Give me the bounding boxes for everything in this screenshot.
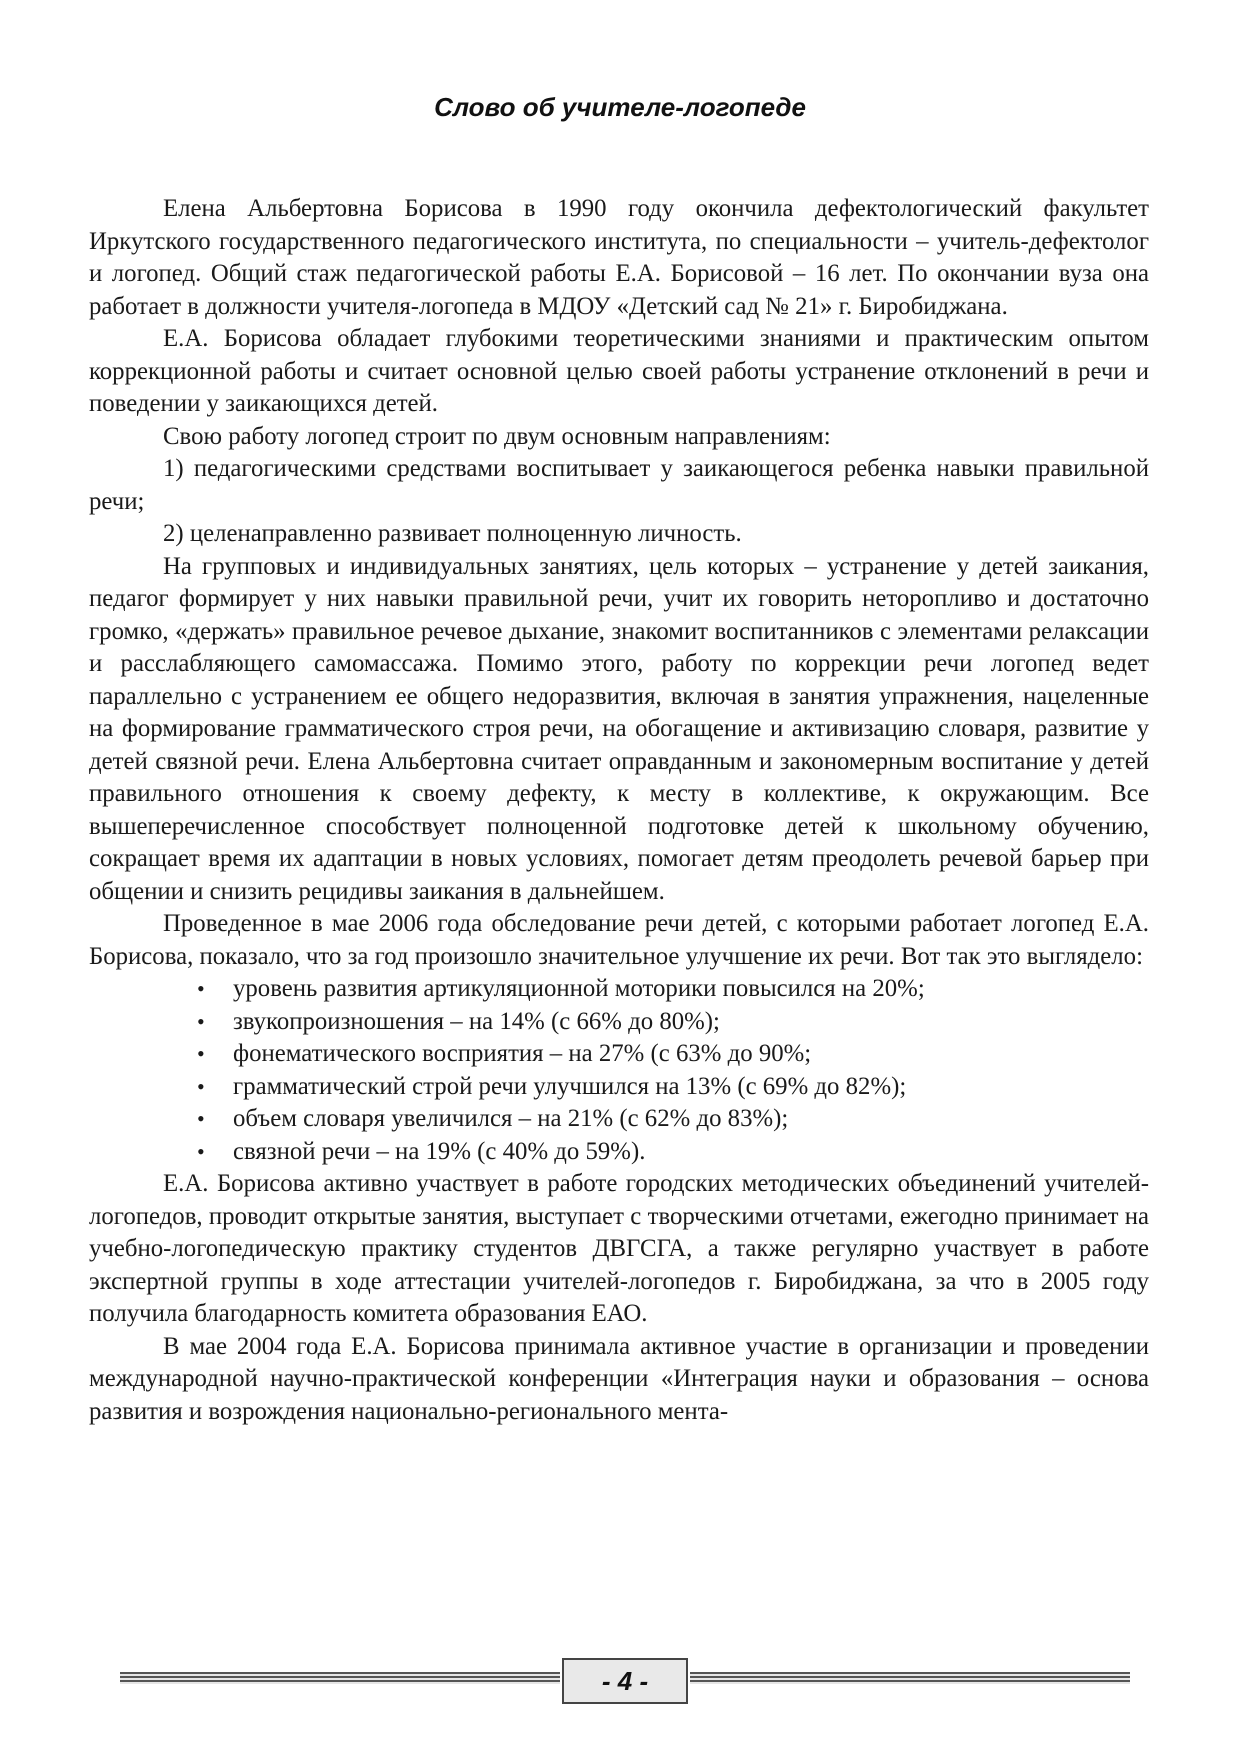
paragraph: В мае 2004 года Е.А. Борисова принимала активное участие в организации и проведении международной научно-практической конференции «Интеграция науки и образования – основа развития и возрождения национально-регионального мента-	[89, 1332, 1149, 1425]
list-item	[197, 1136, 1149, 1169]
page-title: Слово об учителе-логопеде	[434, 92, 806, 122]
paragraph: Е.А. Борисова обладает глубокими теоретическими знаниями и практическим опытом коррекционной работы и считает основной целью своей работы устранение отклонений в речи и поведении у заикающихся детей.	[89, 325, 1149, 417]
bullet-icon: •	[197, 1008, 205, 1034]
paragraph: Проведенное в мае 2006 года обследование речи детей, с которыми работает логопед Е.А. Борисова, показало, что за год произошло значительное улучшение их речи. Вот так это выглядело:	[89, 910, 1149, 970]
results-list	[89, 973, 1149, 1168]
page-number-box	[562, 1658, 688, 1704]
list-item-text: объем словаря увеличился – на 21% (с 62% до 83%);	[233, 1105, 789, 1132]
list-item-text: грамматический строй речи улучшился на 13% (с 69% до 82%);	[233, 1072, 907, 1100]
footer-rule-right	[690, 1672, 1130, 1684]
page-number: - 4 -	[601, 1665, 649, 1696]
list-item	[197, 1071, 1149, 1104]
paragraph: Елена Альбертовна Борисова в 1990 году окончила дефектологический факультет Иркутского государственного педагогического института, по специальности – учитель-дефектолог и логопед. Общий стаж педагогической работы Е.А. Борисовой – 16 лет. По окончании вуза она работает в должности учителя-логопеда в МДОУ «Детский сад № 21» г. Биробиджана.	[89, 195, 1149, 320]
bullet-icon: •	[197, 1041, 205, 1066]
paragraph: Свою работу логопед строит по двум основным направлениям:	[163, 422, 831, 450]
article-body	[89, 193, 1149, 1428]
paragraph: 1) педагогическими средствами воспитывает у заикающегося ребенка навыки правильной речи;	[89, 455, 1149, 515]
list-item	[197, 1103, 1149, 1136]
bullet-icon: •	[197, 1106, 205, 1131]
footer-rule-left	[120, 1672, 560, 1684]
bullet-icon: •	[197, 1138, 205, 1164]
list-item-text: уровень развития артикуляционной моторики повысился на 20%;	[233, 975, 925, 1002]
list-item-text: фонематического восприятия – на 27% (с 63% до 90%;	[233, 1040, 812, 1067]
list-item	[197, 973, 1149, 1006]
paragraph: На групповых и индивидуальных занятиях, цель которых – устранение у детей заикания, педагог формирует у них навыки правильной речи, учит их говорить неторопливо и достаточно громко, «держать» правильное речевое дыхание, знакомит воспитанников с элементами релаксации и расслабляющего самомассажа. Помимо этого, работу по коррекции речи логопед ведет параллельно с устранением ее общего недоразвития, включая в занятия упражнения, нацеленные на формирование грамматического строя речи, на обогащение и активизацию словаря, развитие у детей связной речи. Елена Альбертовна считает оправданным и закономерным воспитание у детей правильного отношения к своему дефекту, к месту в коллективе, к окружающим. Все вышеперечисленное способствует полноценной подготовке детей к школьному обучению, сокращает время их адаптации в новых условиях, помогает детям преодолеть речевой барьер при общении и снизить рецидивы заикания в дальнейшем.	[89, 552, 1149, 905]
list-item	[197, 1006, 1149, 1039]
list-item-text: звукопроизношения – на 14% (с 66% до 80%);	[233, 1007, 720, 1035]
bullet-icon: •	[197, 1073, 205, 1099]
page-footer	[120, 1658, 1130, 1708]
paragraph: Е.А. Борисова активно участвует в работе городских методических объединений учителей-логопедов, проводит открытые занятия, выступает с творческими отчетами, ежегодно принимает на учебно-логопедическую практику студентов ДВГСГА, а также регулярно участвует в работе экспертной группы в ходе аттестации учителей-логопедов г. Биробиджана, за что в 2005 году получила благодарность комитета образования ЕАО.	[89, 1170, 1149, 1327]
paragraph: 2) целенаправленно развивает полноценную личность.	[163, 520, 742, 547]
bullet-icon: •	[197, 976, 205, 1001]
list-item-text: связной речи – на 19% (с 40% до 59%).	[233, 1137, 646, 1165]
list-item	[197, 1038, 1149, 1071]
